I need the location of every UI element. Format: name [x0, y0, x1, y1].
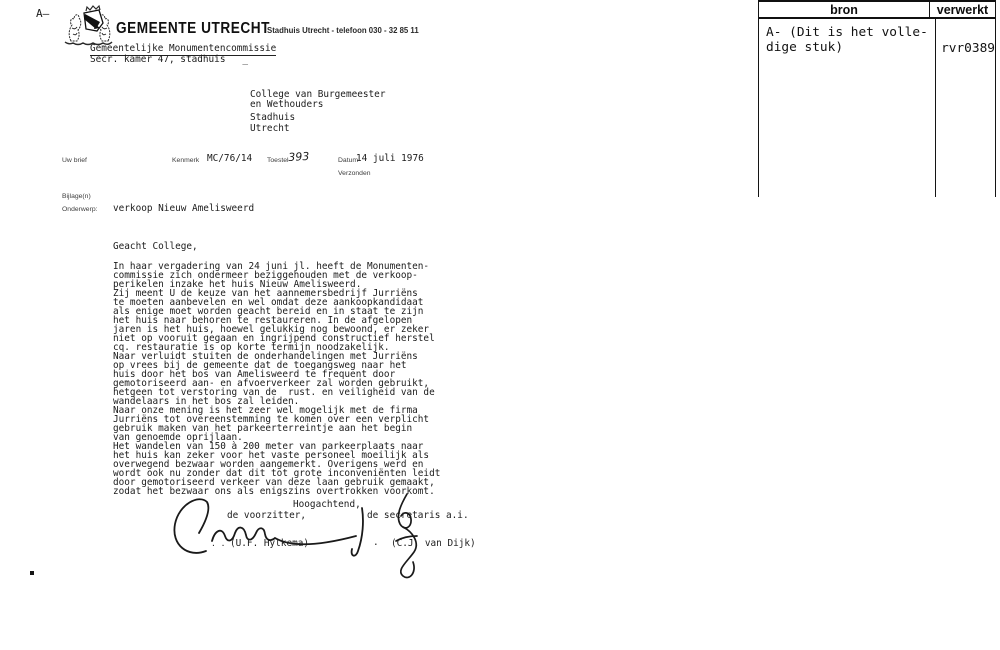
stamp-table-body-row [759, 19, 995, 197]
salutation: Geacht College, [113, 241, 198, 252]
body-line: wandelaars in het bos zal leiden. [113, 396, 300, 407]
stamp-bron-cell [759, 19, 936, 197]
body-line: cq. restauratie is op korte termijn noodzakelijk. [113, 342, 390, 353]
datum-label: Datum [338, 157, 359, 164]
body-line: van genoemde oprijlaan. [113, 432, 243, 443]
body-line: op vrees bij de gemeente dat de toegangsweg naar het [113, 360, 407, 371]
onderwerp-value: verkoop Nieuw Amelisweerd [113, 203, 255, 214]
body-line: Jurriëns tot overeenstemming te komen over een verplicht [113, 414, 430, 425]
signer-left-name: (U.F. Hylkema) [230, 538, 310, 549]
stray-dots: . . [211, 539, 226, 548]
corner-mark: A— [36, 7, 50, 20]
van-dijk-signature [396, 494, 417, 578]
toestel-handwritten-value: 393 [288, 149, 310, 164]
verzonden-label: Verzonden [338, 170, 371, 177]
closing-phrase: Hoogachtend, [293, 499, 361, 510]
organization-name: GEMEENTE UTRECHT [116, 20, 270, 37]
stamp-col-bron-header: bron [759, 2, 930, 17]
stamp-col-verwerkt-header: verwerkt [936, 3, 989, 17]
body-line: Zij meent U de keuze van het aannemersbedrijf Jurriëns [113, 288, 418, 299]
organization-address-line: Stadhuis Utrecht - telefoon 030 - 32 85 11 [267, 26, 419, 35]
kenmerk-value: MC/76/14 [207, 153, 253, 164]
datum-value: 14 juli 1976 [356, 153, 424, 164]
body-line: huis door het bos van Amelisweerd te frequent door [113, 369, 396, 380]
signer-right-role: de secretaris a.i. [367, 510, 469, 521]
body-line: gemotoriseerd aan- en afvoerverkeer zal worden gebruikt, [113, 378, 430, 389]
body-line: perikelen inzake het huis Nieuw Amelisweerd. [113, 279, 362, 290]
body-line: Naar verluidt stuiten de onderhandelingen met Jurriëns [113, 351, 418, 362]
body-line: hetgeen tot verstoring van de rust. en veiligheid van de [113, 387, 435, 398]
body-line: commissie zich ondermeer beziggehouden met de verkoop- [113, 270, 418, 281]
body-line: wordt ook nu zonder dat dit tot grote inconveniënten leidt [113, 468, 441, 479]
stamp-bron-line2: dige stuk) [766, 39, 844, 55]
stamp-table-header-row [759, 2, 995, 19]
recipient-line: en Wethouders [250, 99, 324, 111]
stamp-verwerkt-value: rvr0389 [941, 41, 995, 56]
kenmerk-label: Kenmerk [172, 157, 200, 164]
scan-artifact-dot [30, 571, 34, 575]
toestel-label: Toestel [267, 157, 289, 164]
uw-brief-label: Uw brief [62, 157, 87, 164]
body-line: overwegend bezwaar worden aangemerkt. Overigens werd en [113, 459, 424, 470]
body-line: door gemotoriseerd verkeer van deze laan gebruik gemaakt, [113, 477, 435, 488]
body-line: als enige moet worden geacht bereid en in staat te zijn [113, 306, 424, 317]
archive-stamp-table [758, 0, 996, 197]
body-line: het huis naar behoren te restaureren. In de afgelopen [113, 315, 413, 326]
letter-body [113, 262, 440, 496]
onderwerp-label: Onderwerp: [62, 206, 98, 213]
department-name: Gemeentelijke Monumentencommissie [90, 43, 277, 54]
body-line: zodat het bezwaar ons als enigszins overtrokken voorkomt. [113, 486, 435, 497]
department-room-line: Secr. kamer 47, stadhuis _ [90, 54, 249, 65]
body-line: gebruik maken van het parkeerterreintje aan het begin [113, 423, 413, 434]
recipient-line: Utrecht [250, 122, 290, 134]
recipient-line: Stadhuis [250, 112, 296, 124]
bijlagen-label: Bijlage(n) [62, 193, 91, 200]
recipient-line: College van Burgemeester [250, 89, 386, 100]
stray-period: . [373, 537, 379, 548]
recipient-address-block [250, 90, 385, 134]
body-line: jaren is het huis, hoewel gelukkig nog bewoond, er zeker [113, 324, 430, 335]
body-line: niet op vooruit gegaan en ingrijpend constructief herstel [113, 333, 435, 344]
body-line: het huis kan zeker voor het vaste personeel moeilijk als [113, 450, 430, 461]
stamp-bron-line1: A- (Dit is het volle- [766, 25, 928, 40]
signer-left-role: de voorzitter, [227, 510, 307, 521]
body-line: Het wandelen van 150 à 200 meter van parkeerplaats naar [113, 441, 424, 452]
body-line: te moeten aanbevelen en wel omdat deze aankoopkandidaat [113, 297, 424, 308]
signer-right-name: (C.J. van Dijk) [391, 538, 476, 549]
body-line: In haar vergadering van 24 juni jl. heeft de Monumenten- [113, 261, 430, 272]
body-line: Naar onze mening is het zeer wel mogelijk met de firma [113, 405, 418, 416]
stamp-verwerkt-cell [936, 19, 995, 197]
